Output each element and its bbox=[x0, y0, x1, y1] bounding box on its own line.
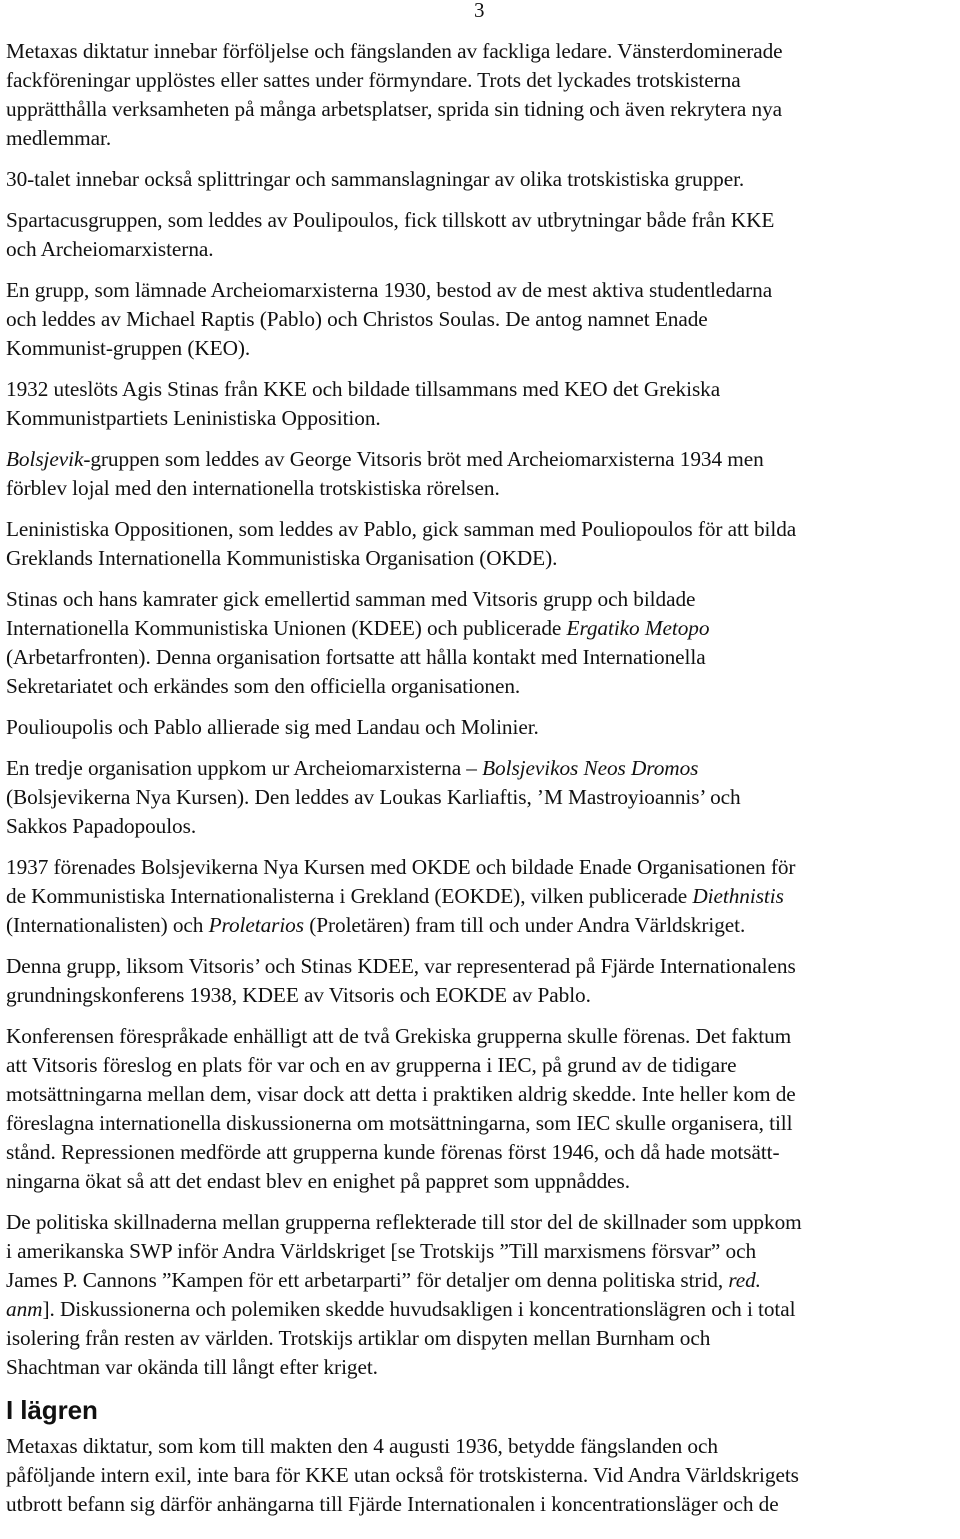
text-segment: (Internationalisten) och bbox=[6, 913, 209, 937]
text-line: (Arbetarfronten). Denna organisation fortsatte att hålla kontakt med Internationella bbox=[6, 645, 706, 669]
paragraph bbox=[6, 165, 958, 194]
text-line: påföljande intern exil, inte bara för KKE utan också för trotskisterna. Vid Andra Världskrigets bbox=[6, 1463, 799, 1487]
text-line: Sakkos Papadopoulos. bbox=[6, 814, 197, 838]
text-line: Denna grupp, liksom Vitsoris’ och Stinas KDEE, var representerad på Fjärde Internationalens bbox=[6, 954, 796, 978]
text-segment: -gruppen som leddes av George Vitsoris bröt med Archeiomarxisterna 1934 men bbox=[83, 447, 764, 471]
text-segment: ]. Diskussionerna och polemiken skedde huvudsakligen i koncentrationslägren och i total bbox=[42, 1297, 796, 1321]
italic-text: anm bbox=[6, 1297, 43, 1321]
text-line bbox=[6, 1266, 958, 1295]
paragraph bbox=[6, 515, 958, 573]
text-line: Spartacusgruppen, som leddes av Poulipoulos, fick tillskott av utbrytningar både från KKE bbox=[6, 208, 775, 232]
text-line: motsättningarna mellan dem, visar dock att detta i praktiken aldrig skedde. Inte heller kom de bbox=[6, 1082, 796, 1106]
text-line: och Archeiomarxisterna. bbox=[6, 237, 214, 261]
text-line bbox=[6, 911, 958, 940]
text-line: Leninistiska Oppositionen, som leddes av Pablo, gick samman med Pouliopoulos för att bilda bbox=[6, 517, 797, 541]
document-body bbox=[6, 37, 958, 1531]
text-line: Metaxas diktatur innebar förföljelse och fängslanden av fackliga ledare. Vänsterdominerade bbox=[6, 39, 783, 63]
text-line: Kommunistpartiets Leninistiska Opposition. bbox=[6, 406, 381, 430]
paragraph bbox=[6, 713, 958, 742]
paragraph bbox=[6, 1208, 958, 1382]
section-heading: I lägren bbox=[6, 1395, 98, 1425]
text-line bbox=[6, 754, 958, 783]
text-line: utbrott befann sig därför anhängarna till Fjärde Internationalen i koncentrationsläger och de bbox=[6, 1492, 779, 1516]
text-line: och leddes av Michael Raptis (Pablo) och Christos Soulas. De antog namnet Enade bbox=[6, 307, 708, 331]
text-line: En grupp, som lämnade Archeiomarxisterna 1930, bestod av de mest aktiva studentledarna bbox=[6, 278, 773, 302]
text-line: upprätthålla verksamheten på många arbetsplatser, sprida sin tidning och även rekrytera nya bbox=[6, 97, 783, 121]
paragraph bbox=[6, 1022, 958, 1196]
text-line: Poulioupolis och Pablo allierade sig med Landau och Molinier. bbox=[6, 715, 539, 739]
paragraph bbox=[6, 445, 958, 503]
text-line: 30-talet innebar också splittringar och sammanslagningar av olika trotskistiska grupper. bbox=[6, 167, 745, 191]
text-line: 1937 förenades Bolsjevikerna Nya Kursen med OKDE och bildade Enade Organisationen för bbox=[6, 855, 796, 879]
text-line: Stinas och hans kamrater gick emellertid samman med Vitsoris grupp och bildade bbox=[6, 587, 696, 611]
text-line bbox=[6, 445, 958, 474]
text-line bbox=[6, 882, 958, 911]
italic-text: red. bbox=[728, 1268, 761, 1292]
paragraph bbox=[6, 1432, 958, 1519]
paragraph bbox=[6, 276, 958, 363]
text-line: Kommunist-gruppen (KEO). bbox=[6, 336, 251, 360]
final-paragraph-container bbox=[6, 1432, 958, 1519]
text-line: Greklands Internationella Kommunistiska Organisation (OKDE). bbox=[6, 546, 558, 570]
italic-text: Diethnistis bbox=[692, 884, 784, 908]
text-segment: En tredje organisation uppkom ur Archeiomarxisterna – bbox=[6, 756, 483, 780]
italic-text: Bolsjevikos Neos Dromos bbox=[482, 756, 699, 780]
text-line: fackföreningar upplöstes eller sattes under förmyndare. Trots det lyckades trotskisterna bbox=[6, 68, 741, 92]
paragraph bbox=[6, 37, 958, 153]
text-segment: (Proletären) fram till och under Andra Världskriget. bbox=[303, 913, 746, 937]
text-line: 1932 uteslöts Agis Stinas från KKE och bildade tillsammans med KEO det Grekiska bbox=[6, 377, 721, 401]
italic-text: Proletarios bbox=[208, 913, 304, 937]
text-line: förblev lojal med den internationella trotskistiska rörelsen. bbox=[6, 476, 500, 500]
paragraph bbox=[6, 853, 958, 940]
paragraph-list bbox=[6, 37, 958, 1382]
text-segment: de Kommunistiska Internationalisterna i Grekland (EOKDE), vilken publicerade bbox=[6, 884, 693, 908]
text-line: Sekretariatet och erkändes som den officiella organisationen. bbox=[6, 674, 521, 698]
text-line bbox=[6, 614, 958, 643]
paragraph bbox=[6, 585, 958, 701]
text-line: i amerikanska SWP inför Andra Världskriget [se Trotskijs ”Till marxismens försvar” och bbox=[6, 1239, 757, 1263]
text-line bbox=[6, 1295, 958, 1324]
text-segment: James P. Cannons ”Kampen för ett arbetarparti” för detaljer om denna politiska strid, bbox=[6, 1268, 729, 1292]
text-line: grundningskonferens 1938, KDEE av Vitsoris och EOKDE av Pablo. bbox=[6, 983, 591, 1007]
paragraph bbox=[6, 206, 958, 264]
text-line: att Vitsoris föreslog en plats för var och en av grupperna i IEC, på grund av de tidigare bbox=[6, 1053, 737, 1077]
text-line: stånd. Repressionen medförde att grupperna kunde förenas först 1946, och då hade motsätt- bbox=[6, 1140, 780, 1164]
text-line: medlemmar. bbox=[6, 126, 112, 150]
text-line: Metaxas diktatur, som kom till makten den 4 augusti 1936, betydde fängslanden och bbox=[6, 1434, 718, 1458]
text-line: föreslagna internationella diskussionerna om motsättningarna, som IEC skulle organisera, till bbox=[6, 1111, 793, 1135]
italic-text: Ergatiko Metopo bbox=[566, 616, 710, 640]
text-line: ningarna ökat så att det endast blev en enighet på pappret som uppnåddes. bbox=[6, 1169, 630, 1193]
italic-text: Bolsjevik bbox=[6, 447, 84, 471]
page-number: 3 bbox=[474, 0, 485, 22]
text-line: isolering från resten av världen. Trotskijs artiklar om dispyten mellan Burnham och bbox=[6, 1326, 711, 1350]
paragraph bbox=[6, 952, 958, 1010]
text-segment: Internationella Kommunistiska Unionen (KDEE) och publicerade bbox=[6, 616, 567, 640]
text-line: (Bolsjevikerna Nya Kursen). Den leddes av Loukas Karliaftis, ’M Mastroyioannis’ och bbox=[6, 785, 741, 809]
text-line: Konferensen förespråkade enhälligt att de två Grekiska grupperna skulle förenas. Det faktum bbox=[6, 1024, 792, 1048]
paragraph bbox=[6, 375, 958, 433]
text-line: De politiska skillnaderna mellan grupperna reflekterade till stor del de skillnader som uppkom bbox=[6, 1210, 802, 1234]
paragraph bbox=[6, 754, 958, 841]
text-line: Shachtman var okända till långt efter kriget. bbox=[6, 1355, 378, 1379]
